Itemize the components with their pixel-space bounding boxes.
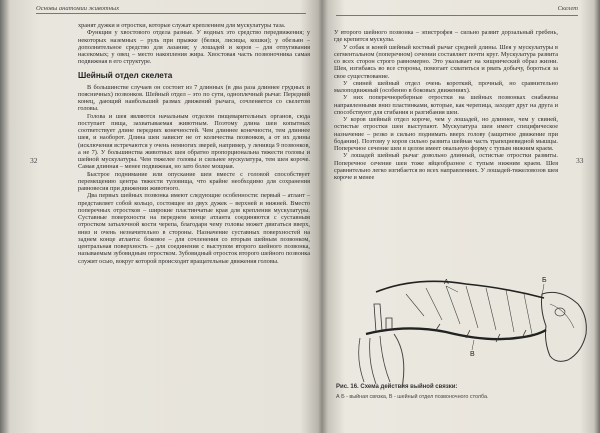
nuchal-ligament-figure (346, 264, 596, 392)
paragraph: У лошадей шейный рычаг довольно длинный, остистые отростки развиты. Поперечное сечение шеи тоже яйцеобразное с тупым нижним краем. Шея сравнительно легко изгибается во всех направлениях. У лошадей-тяжеловозов шея короче и менее (334, 152, 558, 181)
paragraph: Голова и шея являются начальным отделом пищеварительных органов, сюда поступает пища, захватываемая животным. Поэтому длина шеи копытных соответствует длине передних конечностей. Чем длиннее конечности, тем длиннее шея, и наоборот. Длина шеи зависит не от количества позвонков, а от их длины (исключения встречаются у очень немногих зверей, например, у ленивца 9 позвонков, а не 7). У большинства животных шея обратно пропорциональна тяжести головы и шейной мускулатуры. Чем тяжелее головы и сильнее мускулатура, тем шея короче. Самая длинная – менее подвижная, но зато более мощная. (78, 112, 310, 171)
paragraph: У собак и коней шейный костный рычаг средней длины. Шея у мускулатуры в сегментальном (поперечном) сечении составляет почти круг. Мускулатура развита со всех сторон строго равномерно. Это указывает на хищнический образ жизни. Шея, изгибаясь во все стороны, помогает схватиться и рвать добычу, бороться за свое существование. (334, 43, 558, 80)
right-running-header: Скелет (557, 5, 578, 12)
paragraph: У второго шейного позвонка – эпистрофея – сильно развит дорзальный гребень, где крепится мускулы. (334, 29, 558, 44)
figure-caption-text: А Б - выйная связка, В - шейный отдел позвоночного столба. (336, 394, 489, 400)
left-page-number: 32 (30, 156, 38, 165)
paragraph: Два первых шейных позвонка имеют следующие особенности: первый – атлант – представляет собой кольцо, состоящее из двух дужек – верхней и нижней. Вместо поперечных отростков – широкие пластинчатые края для крепления мускулатуры. Суставные поверхности на переднем конце атланта соединяются с суставным отростком затылочной кости черепа, благодаря чему головы может двигаться вверх, вниз и очень незначительно в стороны. Назначение суставных поверхностей на заднем конце атланта: боковое – для сочленения со вторым шейным позвонком, центральная поверхность – для соединения с выступом второго шейного позвонка, называемым зубовидным отростком. Зубовидный отросток второго шейного позвонка служит осью, вокруг которой происходят вращательные движения головы. (78, 192, 310, 265)
left-running-header: Основы анатомии животных (36, 5, 306, 14)
paragraph: хранят дужки и отростки, которые служат креплением для мускулатуры таза. (78, 22, 286, 29)
right-text-column (334, 29, 558, 181)
scapula (394, 334, 404, 388)
figure-label-v: В (470, 351, 475, 358)
nuchal-ligament-lamina (406, 286, 532, 334)
paragraph: В большинстве случаев он состоит из 7 длинных (в два раза длиннее грудных и поясничных) позвонков. Шейный отдел – это по сути, одноплечный рычаг. Передний конец, дающий наибольший размах движений рычага, сочленяется со скелетом головы. (78, 83, 310, 113)
vertebra (386, 318, 392, 330)
left-text-column (78, 22, 310, 265)
figure-label-a: А (444, 279, 449, 286)
figure-caption-title: Рис. 16. Схема действия выйной связки: (336, 384, 458, 390)
right-page-number: 33 (576, 156, 584, 165)
cervical-spine (366, 328, 546, 339)
figure-label-b: Б (542, 277, 547, 284)
vertebrae (374, 304, 526, 342)
paragraph: У них поперечнореберные отростки на шейных позвонках снабжены направленными вниз пластинками, которые, как черепица, заходят друг на друга и способствуют для сгибания и разгибания шеи. (334, 94, 558, 116)
section-heading: Шейный отдел скелета (78, 70, 173, 80)
paragraph: У коров шейный отдел короче, чем у лошадей, но длиннее, чем у свиней, остистые отростки шеи выступают. Мускулатура шеи имеет специфическое назначение – резко и сильно поднимать вверх голову (защитное движение при бодании). Поэтому у коров сильно развита шейная часть трапециевидной мышцы. Поперечное сечение шеи в целом имеет овальную форму с тупым нижним краем. (334, 116, 558, 152)
right-page (322, 0, 600, 433)
paragraph: У свиней шейный отдел очень короткий, прочный, но сравнительно малоподвижный (особенно в боковых движениях). (334, 79, 558, 94)
nuchal-ligament-cord (376, 281, 544, 298)
ribs (359, 336, 390, 384)
skull-outline (542, 292, 587, 361)
header-rule (336, 15, 578, 16)
vertebra (374, 304, 382, 332)
paragraph: Быстрое поднимание или опускание шеи вместе с головой способствует перемещению центра тяжести туловища, что крайне необходимо для сохранения равновесия при движении животного. (78, 170, 310, 192)
paragraph: Функции у хвостового отдела разные. У водных это средство передвижения; у некоторых наземных – руль при прыжке (белки, лисицы, кошки); у обезьян – дополнительное средство для лазания; у лошадей и коров – для отпугивания насекомых; у овец – место накопления жира. Хвостовая часть позвоночника самая подвижная в его структуре. (78, 29, 310, 66)
